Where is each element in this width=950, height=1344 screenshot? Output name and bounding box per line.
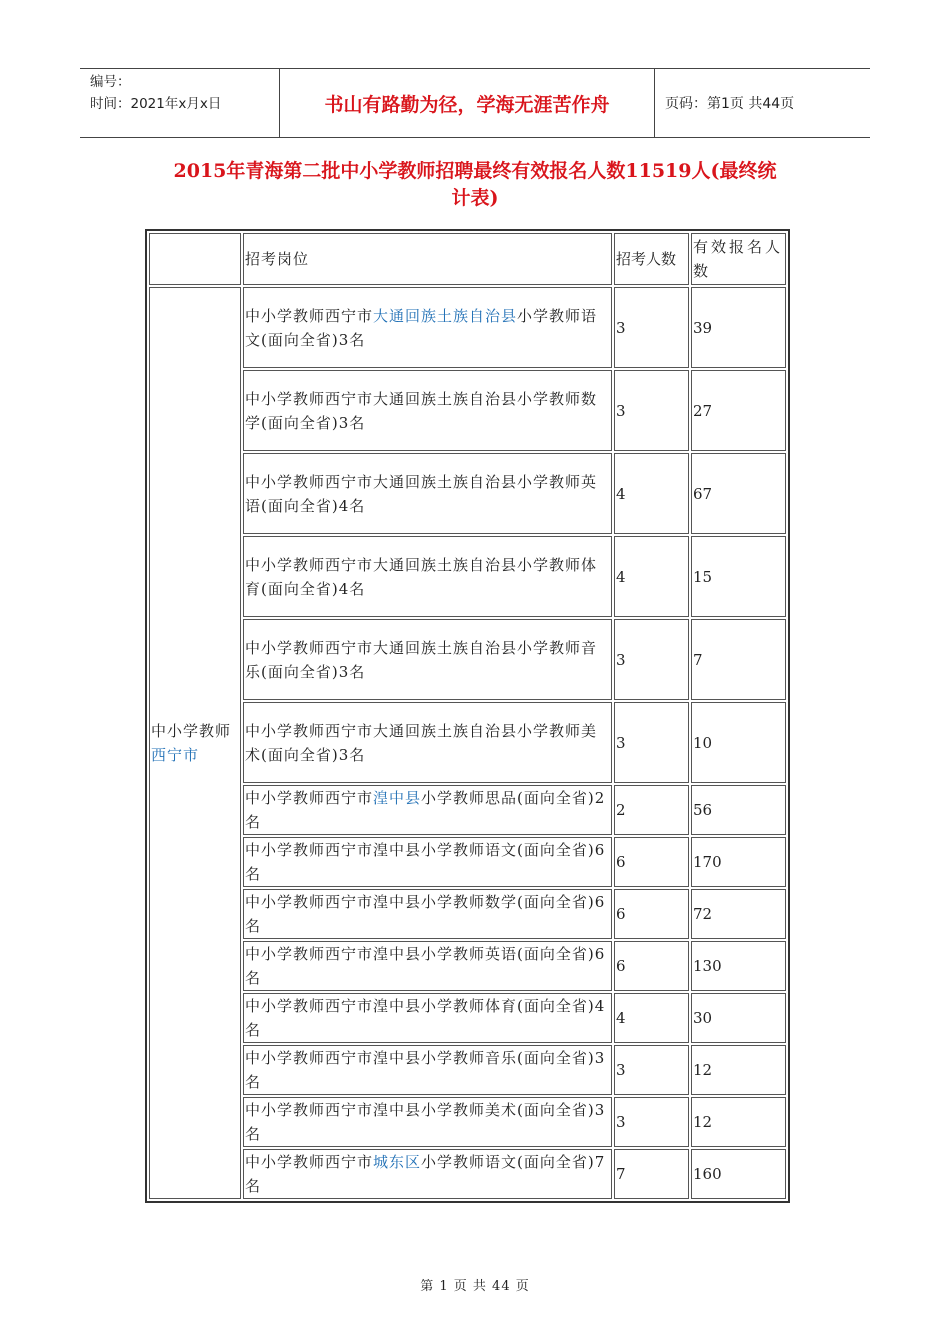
position-text-tail: 小学教师思品(面向全省)2名 bbox=[245, 789, 606, 831]
applicants-cell: 67 bbox=[691, 453, 786, 534]
position-text: 中小学教师西宁市大通回族土族自治县小学教师数学(面向全省)3名 bbox=[245, 389, 598, 432]
quota-cell: 3 bbox=[614, 702, 689, 783]
position-text: 中小学教师西宁市湟中县小学教师体育(面向全省)4名 bbox=[245, 997, 606, 1039]
position-text: 中小学教师西宁市大通回族土族自治县小学教师英语(面向全省)4名 bbox=[245, 472, 598, 515]
position-cell bbox=[243, 702, 612, 783]
region-link[interactable]: 西宁市 bbox=[151, 746, 200, 764]
header-slogan: 书山有路勤为径，学海无涯苦作舟 bbox=[280, 69, 655, 137]
table-row bbox=[149, 287, 786, 368]
page-header bbox=[80, 68, 870, 138]
table-row bbox=[149, 993, 786, 1043]
quota-cell: 3 bbox=[614, 370, 689, 451]
quota-cell: 3 bbox=[614, 1097, 689, 1147]
quota-cell: 6 bbox=[614, 837, 689, 887]
position-cell bbox=[243, 287, 612, 368]
applicants-cell: 27 bbox=[691, 370, 786, 451]
position-cell bbox=[243, 1097, 612, 1147]
position-cell bbox=[243, 1149, 612, 1199]
doc-code-label: 编号： bbox=[90, 74, 131, 90]
position-cell bbox=[243, 619, 612, 700]
table-row bbox=[149, 889, 786, 939]
county-link[interactable]: 大通回族土族自治县 bbox=[373, 306, 518, 325]
quota-cell: 3 bbox=[614, 287, 689, 368]
position-text: 中小学教师西宁市湟中县小学教师英语(面向全省)6名 bbox=[245, 945, 606, 987]
header-cell-applicants: 有效报名人数 bbox=[691, 233, 786, 285]
quota-cell: 7 bbox=[614, 1149, 689, 1199]
quota-cell: 4 bbox=[614, 453, 689, 534]
recruitment-table bbox=[145, 229, 790, 1203]
quota-cell: 6 bbox=[614, 889, 689, 939]
position-text: 中小学教师西宁市 bbox=[245, 1153, 374, 1171]
header-cell-position: 招考岗位 bbox=[243, 233, 612, 285]
position-text: 中小学教师西宁市湟中县小学教师美术(面向全省)3名 bbox=[245, 1101, 606, 1143]
table-row bbox=[149, 1097, 786, 1147]
position-cell bbox=[243, 785, 612, 835]
position-cell bbox=[243, 370, 612, 451]
applicants-cell: 160 bbox=[691, 1149, 786, 1199]
applicants-cell: 12 bbox=[691, 1097, 786, 1147]
applicants-cell: 10 bbox=[691, 702, 786, 783]
quota-cell: 3 bbox=[614, 1045, 689, 1095]
position-text: 中小学教师西宁市大通回族土族自治县小学教师体育(面向全省)4名 bbox=[245, 555, 598, 598]
table-row bbox=[149, 785, 786, 835]
table-header-row bbox=[149, 233, 786, 285]
applicants-cell: 12 bbox=[691, 1045, 786, 1095]
position-text-tail: 小学教师语文(面向全省)3名 bbox=[245, 306, 598, 349]
quota-cell: 3 bbox=[614, 619, 689, 700]
table-row bbox=[149, 702, 786, 783]
position-text: 中小学教师西宁市湟中县小学教师语文(面向全省)6名 bbox=[245, 841, 606, 883]
position-text: 中小学教师西宁市大通回族土族自治县小学教师音乐(面向全省)3名 bbox=[245, 638, 598, 681]
table-row bbox=[149, 837, 786, 887]
applicants-cell: 15 bbox=[691, 536, 786, 617]
county-link[interactable]: 湟中县 bbox=[373, 789, 422, 807]
applicants-cell: 72 bbox=[691, 889, 786, 939]
header-cell-quota: 招考人数 bbox=[614, 233, 689, 285]
position-text: 中小学教师西宁市湟中县小学教师音乐(面向全省)3名 bbox=[245, 1049, 606, 1091]
position-cell bbox=[243, 536, 612, 617]
document-title bbox=[100, 158, 850, 212]
county-link[interactable]: 城东区 bbox=[373, 1153, 422, 1171]
table-row bbox=[149, 536, 786, 617]
table-row bbox=[149, 453, 786, 534]
position-text: 中小学教师西宁市 bbox=[245, 306, 374, 325]
quota-cell: 4 bbox=[614, 993, 689, 1043]
applicants-cell: 30 bbox=[691, 993, 786, 1043]
applicants-cell: 170 bbox=[691, 837, 786, 887]
position-cell bbox=[243, 941, 612, 991]
page-footer: 第 1 页 共 44 页 bbox=[420, 1279, 530, 1294]
table-row bbox=[149, 1149, 786, 1199]
header-meta bbox=[80, 69, 280, 137]
position-text-tail: 小学教师语文(面向全省)7名 bbox=[245, 1153, 606, 1195]
table-row bbox=[149, 370, 786, 451]
header-page-info: 页码：第1页 共44页 bbox=[665, 96, 795, 112]
applicants-cell: 130 bbox=[691, 941, 786, 991]
quota-cell: 2 bbox=[614, 785, 689, 835]
position-cell bbox=[243, 1045, 612, 1095]
table-row bbox=[149, 941, 786, 991]
quota-cell: 4 bbox=[614, 536, 689, 617]
position-cell bbox=[243, 993, 612, 1043]
region-cell bbox=[149, 287, 241, 1199]
doc-time-label: 时间：2021年x月x日 bbox=[90, 96, 222, 112]
position-text: 中小学教师西宁市 bbox=[245, 789, 374, 807]
title-line-1: 2015年青海第二批中小学教师招聘最终有效报名人数11519人(最终统 bbox=[173, 160, 777, 182]
header-cell-blank bbox=[149, 233, 241, 285]
quota-cell: 6 bbox=[614, 941, 689, 991]
position-text: 中小学教师西宁市大通回族土族自治县小学教师美术(面向全省)3名 bbox=[245, 721, 598, 764]
applicants-cell: 39 bbox=[691, 287, 786, 368]
applicants-cell: 56 bbox=[691, 785, 786, 835]
table-row bbox=[149, 1045, 786, 1095]
position-cell bbox=[243, 837, 612, 887]
position-cell bbox=[243, 453, 612, 534]
table-row bbox=[149, 619, 786, 700]
region-prefix: 中小学教师 bbox=[151, 722, 232, 740]
title-line-2: 计表) bbox=[451, 187, 499, 209]
position-text: 中小学教师西宁市湟中县小学教师数学(面向全省)6名 bbox=[245, 893, 606, 935]
position-cell bbox=[243, 889, 612, 939]
applicants-cell: 7 bbox=[691, 619, 786, 700]
